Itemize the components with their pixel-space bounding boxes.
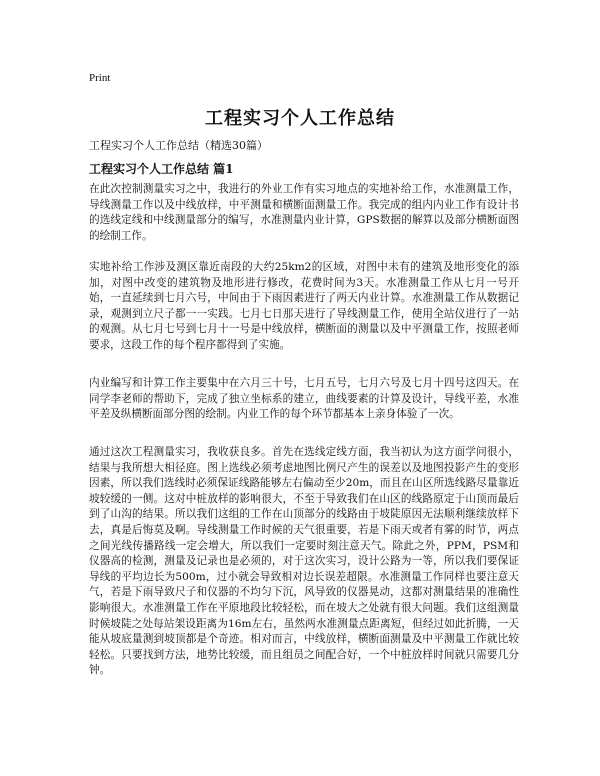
- document-subtitle: 工程实习个人工作总结（精选30篇）: [89, 139, 268, 152]
- paragraph: 通过这次工程测量实习，我收获良多。首先在选线定线方面，我当初认为这方面学问很小，结果与我所想大相径庭。图上选线必须考虑地图比例尺产生的误差以及地图投影产生的变形因素，所以我们选线时必须保证线路能够左右偏动至少20m，而且在山区所选线路尽量靠近坡较缓的一侧。这对中桩放样的影响很大，不至于导致我们在山区的线路原定于山顶而最后到了山沟的结果。所以我们这组的工作在山顶部分的线路由于坡陡原因无法顺利继续放样下去，真是后悔莫及啊。导线测量工作时候的天气很重要，若是下雨天或者有雾的时节，两点之间光线传播路线一定会增大，所以我们一定要时刻注意天气。除此之外，PPM，PSM和仪器高的检测，测量及记录也是必须的，对于这次实习，设计公路为一等，所以我们要保证导线的平均边长为500m，过小就会导致相对边长误差超限。水准测量工作同样也要注意天气，若是下雨导致尺子和仪器的不均匀下沉，风导致的仪器晃动，这都对测量结果的准确性影响很大。水准测量工作在平原地段比较轻松，而在坡大之处就有很大问题。我们这组测量时候坡陡之处每站架设距离为16m左右，虽然两水准测量点距离短，但经过如此折腾，一天能从坡底量测到坡顶都是个奇迹。相对而言，中线放样，横断面测量及中平测量工作就比较轻松。只要找到方法，地势比较缓，而且组员之间配合好，一个中桩放样时间就只需要几分钟。: [89, 446, 519, 677]
- paragraph: 在此次控制测量实习之中，我进行的外业工作有实习地点的实地补给工作，水准测量工作，导线测量工作以及中线放样，中平测量和横断面测量工作。我完成的组内内业工作有设计书的选线定线和中线测量部分的编写，水准测量内业计算，GPS数据的解算以及部分横断面图的绘制工作。: [89, 183, 519, 242]
- print-link[interactable]: Print: [89, 72, 111, 84]
- section-heading: 工程实习个人工作总结 篇1: [89, 162, 234, 176]
- paragraph: 实地补给工作涉及测区靠近南段的大约25km2的区域，对图中未有的建筑及地形变化的添加，对图中改变的建筑物及地形进行修改，花费时间为3天。水准测量工作从七月一号开始，一直延续到七月六号，中间由于下雨因素进行了两天内业计算。水准测量工作从数据记录，观测到立尺子都一一实践。七月七日那天进行了导线测量工作，使用全站仪进行了一站的观测。从七月七号到七月十一号是中线放样，横断面的测量以及中平测量工作，按照老师要求，这段工作的每个程序都得到了实施。: [89, 261, 519, 351]
- page-title: 工程实习个人工作总结: [205, 108, 395, 129]
- paragraph: 内业编写和计算工作主要集中在六月三十号，七月五号，七月六号及七月十四号这四天。在同学李老师的帮助下，完成了独立坐标系的建立，曲线要素的计算及设计，导线平差，水准平差及纵横断面部分图的绘制。内业工作的每个环节都基本上亲身体验了一次。: [89, 377, 519, 421]
